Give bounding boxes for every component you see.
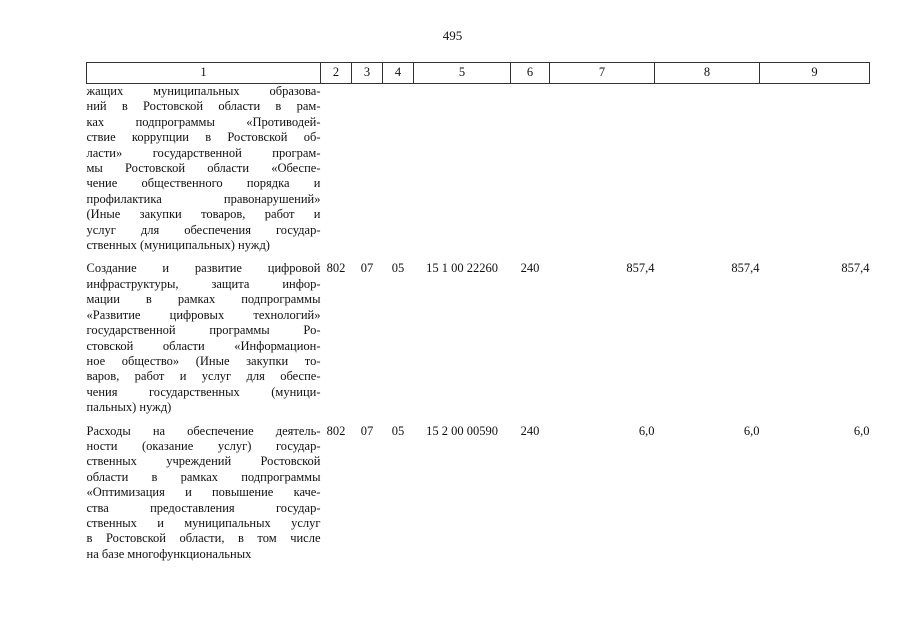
description-line: области в рамках подпрограммы bbox=[86, 469, 321, 484]
target-article-cell bbox=[414, 84, 511, 254]
description-line: государственной программы Ро- bbox=[86, 323, 321, 338]
row-spacer-cell bbox=[87, 416, 870, 424]
table-body bbox=[87, 84, 870, 563]
description-cell bbox=[87, 84, 321, 254]
row-spacer bbox=[87, 253, 870, 261]
expense-type-cell: 240 bbox=[520, 423, 540, 438]
header-cell-9: 9 bbox=[760, 63, 870, 84]
expense-type-cell: 240 bbox=[520, 261, 540, 276]
description-line: чения государственных (муници- bbox=[86, 384, 321, 399]
description-cell bbox=[87, 261, 321, 415]
header-cell-3: 3 bbox=[352, 63, 383, 84]
subsection-code-cell: 05 bbox=[391, 423, 405, 438]
description-line: ствие коррупции в Ростовской об- bbox=[86, 130, 321, 145]
header-cell-1: 1 bbox=[87, 63, 321, 84]
description-line: Расходы на обеспечение деятель- bbox=[86, 423, 321, 438]
target-article-cell: 15 1 00 22260 bbox=[426, 261, 498, 276]
ministry-code-cell: 802 bbox=[326, 261, 346, 276]
budget-table bbox=[86, 62, 870, 562]
amount-year-3-cell: 6,0 bbox=[853, 423, 870, 438]
section-code-cell: 07 bbox=[360, 423, 374, 438]
ministry-code-cell bbox=[321, 84, 352, 254]
description-line: жащих муниципальных образова- bbox=[86, 84, 321, 98]
description-line: мации в рамках подпрограммы bbox=[86, 292, 321, 307]
amount-year-2-cell: 6,0 bbox=[743, 423, 760, 438]
description-line: варов, работ и услуг для обеспе- bbox=[86, 369, 321, 384]
description-line: чение общественного порядка и bbox=[86, 176, 321, 191]
row-spacer bbox=[87, 416, 870, 424]
amount-year-1-cell: 857,4 bbox=[626, 261, 655, 276]
subsection-code-cell: 05 bbox=[391, 261, 405, 276]
description-line: Создание и развитие цифровой bbox=[86, 261, 321, 276]
description-line: «Оптимизация и повышение каче- bbox=[86, 485, 321, 500]
table-row bbox=[87, 84, 870, 254]
description-line: «Развитие цифровых технологий» bbox=[86, 307, 321, 322]
page-number: 495 bbox=[442, 28, 463, 43]
description-line: на базе многофункциональных bbox=[86, 546, 252, 561]
description-line: ний в Ростовской области в рам- bbox=[86, 99, 321, 114]
table-row bbox=[87, 261, 870, 415]
description-line: мы Ростовской области «Обеспе- bbox=[86, 161, 321, 176]
description-line: стовской области «Информацион- bbox=[86, 338, 321, 353]
header-cell-4: 4 bbox=[383, 63, 414, 84]
ministry-code-cell: 802 bbox=[326, 423, 346, 438]
description-line: пальных) нужд) bbox=[86, 400, 172, 415]
header-cell-6: 6 bbox=[511, 63, 550, 84]
table-row bbox=[87, 424, 870, 563]
description-line: ственных учреждений Ростовской bbox=[86, 454, 321, 469]
header-cell-7: 7 bbox=[550, 63, 655, 84]
description-line: инфраструктуры, защита инфор- bbox=[86, 276, 321, 291]
description-line: в Ростовской области, в том числе bbox=[86, 531, 321, 546]
amount-year-2-cell: 857,4 bbox=[731, 261, 760, 276]
target-article-cell: 15 2 00 00590 bbox=[426, 423, 498, 438]
description-line: ственных (муниципальных) нужд) bbox=[86, 238, 270, 253]
header-cell-5: 5 bbox=[414, 63, 511, 84]
description-line: ственных и муниципальных услуг bbox=[86, 515, 321, 530]
description-line: ках подпрограммы «Противодей- bbox=[86, 114, 321, 129]
section-code-cell bbox=[352, 84, 383, 254]
description-line: ности (оказание услуг) государ- bbox=[86, 438, 321, 453]
row-spacer-cell bbox=[87, 253, 870, 261]
description-cell bbox=[87, 424, 321, 563]
amount-year-2-cell bbox=[655, 84, 760, 254]
description-line: ное общество» (Иные закупки то- bbox=[86, 353, 321, 368]
description-line: услуг для обеспечения государ- bbox=[86, 222, 321, 237]
description-line: ства предоставления государ- bbox=[86, 500, 321, 515]
amount-year-3-cell: 857,4 bbox=[841, 261, 870, 276]
description-line: ласти» государственной програм- bbox=[86, 145, 321, 160]
section-code-cell: 07 bbox=[360, 261, 374, 276]
amount-year-1-cell: 6,0 bbox=[638, 423, 655, 438]
header-cell-8: 8 bbox=[655, 63, 760, 84]
expense-type-cell bbox=[511, 84, 550, 254]
description-line: (Иные закупки товаров, работ и bbox=[86, 207, 321, 222]
description-line: профилактика правонарушений» bbox=[86, 191, 321, 206]
amount-year-3-cell bbox=[760, 84, 870, 254]
header-row bbox=[87, 63, 870, 84]
amount-year-1-cell bbox=[550, 84, 655, 254]
subsection-code-cell bbox=[383, 84, 414, 254]
header-cell-2: 2 bbox=[321, 63, 352, 84]
